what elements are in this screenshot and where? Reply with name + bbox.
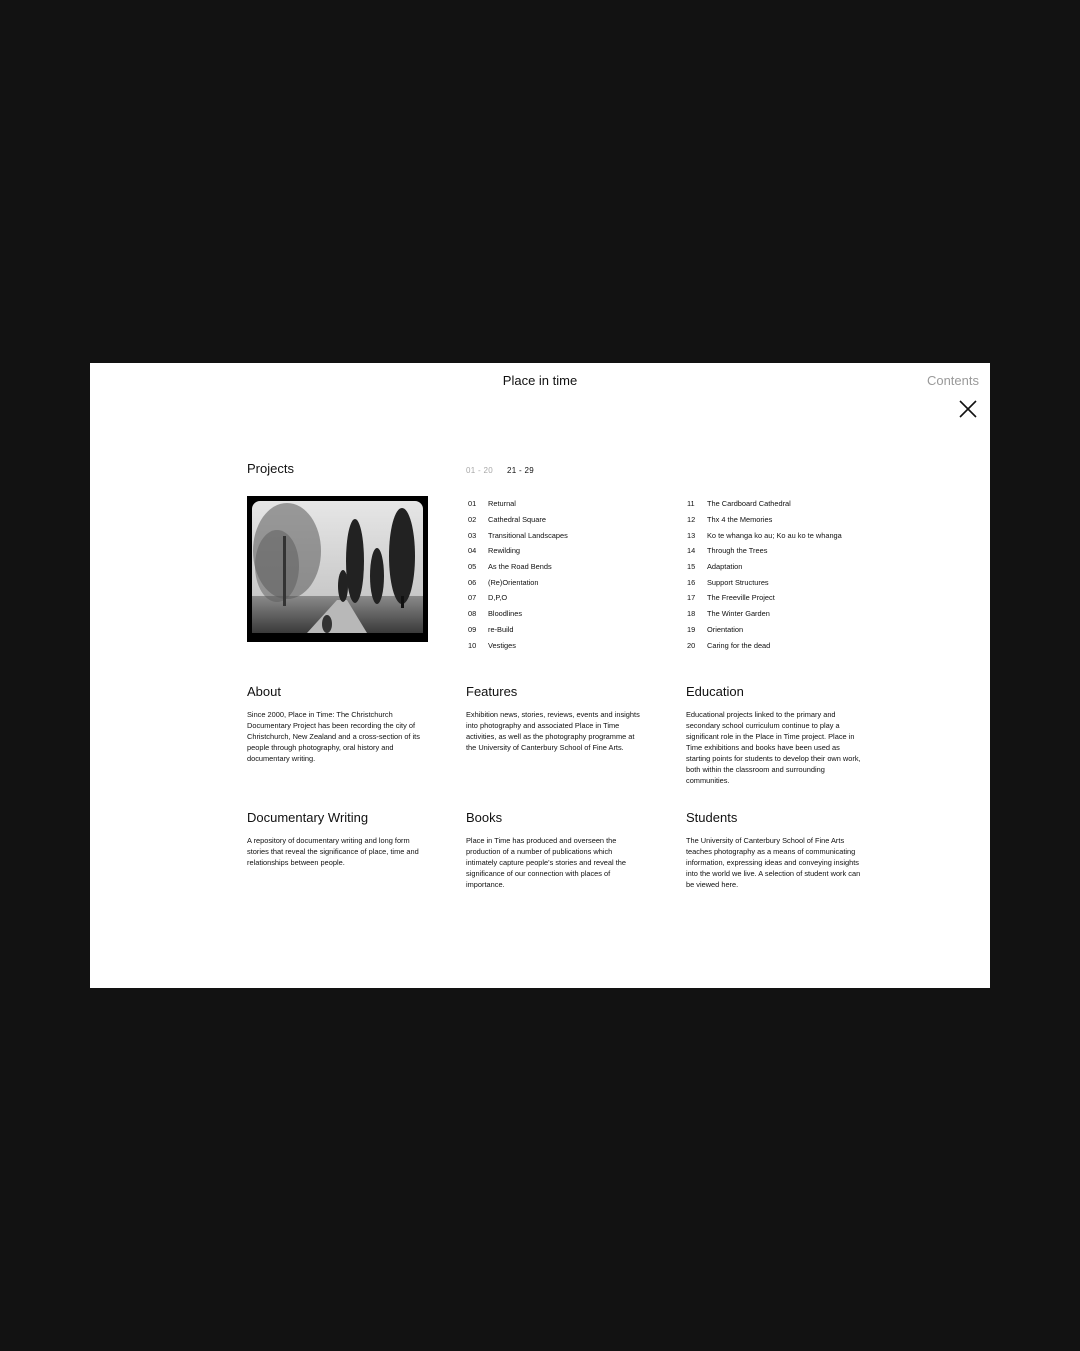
- project-title: Returnal: [488, 499, 516, 509]
- students-link[interactable]: Students: [686, 810, 738, 825]
- project-list-right: [687, 496, 842, 653]
- project-item[interactable]: [687, 527, 842, 543]
- project-number: 02: [468, 515, 477, 525]
- students-description: The University of Canterbury School of Fine Arts teaches photography as a means of communicating information, expressing ideas and conveying insights into the world we live. A selection of student work can be viewed here.: [686, 836, 861, 889]
- project-item[interactable]: [687, 559, 842, 575]
- project-item[interactable]: [687, 637, 842, 653]
- project-number: 01: [468, 499, 477, 509]
- project-title: Ko te whanga ko au; Ko au ko te whanga: [707, 530, 842, 540]
- project-title: Vestiges: [488, 640, 516, 650]
- project-item[interactable]: [687, 606, 842, 622]
- project-number: 15: [687, 562, 696, 572]
- project-title: Rewilding: [488, 546, 521, 556]
- books-link[interactable]: Books: [466, 810, 503, 825]
- project-item[interactable]: [468, 622, 568, 638]
- project-title: As the Road Bends: [488, 562, 552, 572]
- students-section: [686, 810, 861, 890]
- project-number: 05: [468, 562, 477, 572]
- site-title[interactable]: Place in time: [502, 373, 578, 388]
- project-item[interactable]: [468, 543, 568, 559]
- project-item[interactable]: [687, 512, 842, 528]
- project-title: Orientation: [707, 624, 744, 634]
- project-item[interactable]: [468, 574, 568, 590]
- project-title: Caring for the dead: [707, 640, 771, 650]
- project-item[interactable]: [468, 590, 568, 606]
- project-item[interactable]: [687, 496, 842, 512]
- project-title: The Freeville Project: [707, 593, 775, 603]
- project-title: Adaptation: [707, 562, 743, 572]
- project-number: 10: [468, 640, 477, 650]
- education-section: [686, 684, 861, 786]
- project-number: 20: [687, 640, 696, 650]
- project-number: 06: [468, 577, 477, 587]
- tree-photo: [247, 496, 428, 642]
- project-number: 16: [687, 577, 696, 587]
- project-list-left: [468, 496, 568, 653]
- project-title: Thx 4 the Memories: [707, 515, 773, 525]
- about-link[interactable]: About: [247, 684, 281, 699]
- project-number: 13: [687, 530, 696, 540]
- project-number: 14: [687, 546, 696, 556]
- features-link[interactable]: Features: [466, 684, 518, 699]
- contents-panel: [90, 363, 990, 988]
- project-number: 11: [687, 499, 695, 509]
- project-number: 08: [468, 609, 477, 619]
- project-number: 17: [687, 593, 696, 603]
- project-item[interactable]: [468, 512, 568, 528]
- project-item[interactable]: [468, 496, 568, 512]
- project-item[interactable]: [468, 606, 568, 622]
- project-title: Through the Trees: [707, 546, 768, 556]
- close-icon: [958, 399, 978, 419]
- project-title: re-Build: [488, 624, 514, 634]
- project-title: Support Structures: [707, 577, 769, 587]
- education-link[interactable]: Education: [686, 684, 744, 699]
- project-title: Cathedral Square: [488, 515, 546, 525]
- project-item[interactable]: [468, 559, 568, 575]
- project-number: 12: [687, 515, 696, 525]
- documentary-writing-section: [247, 810, 422, 868]
- project-range-tabs: [466, 466, 534, 475]
- features-section: [466, 684, 641, 753]
- project-item[interactable]: [468, 637, 568, 653]
- project-item[interactable]: [468, 527, 568, 543]
- project-number: 03: [468, 530, 477, 540]
- project-number: 07: [468, 593, 477, 603]
- books-section: [466, 810, 641, 890]
- project-title: The Cardboard Cathedral: [707, 499, 791, 509]
- project-number: 19: [687, 624, 696, 634]
- education-description: Educational projects linked to the primary and secondary school curriculum continue to play a significant role in the Place in Time project. Place in Time exhibitions and books have been used as starting points for students to develop their own work, both within the classroom and surrounding communities.: [686, 710, 861, 785]
- features-description: Exhibition news, stories, reviews, events and insights into photography and associated Place in Time activities, as well as the photography programme at the University of Canterbury School of Fine Arts.: [466, 710, 640, 752]
- project-item[interactable]: [687, 622, 842, 638]
- books-description: Place in Time has produced and overseen the production of a number of publications which intimately capture people's stories and reveal the significance of our connection with places of importance.: [466, 836, 626, 889]
- documentary-writing-link[interactable]: Documentary Writing: [247, 810, 369, 825]
- project-item[interactable]: [687, 590, 842, 606]
- project-title: Bloodlines: [488, 609, 523, 619]
- about-section: [247, 684, 422, 764]
- project-title: Transitional Landscapes: [488, 530, 568, 540]
- project-number: 18: [687, 609, 696, 619]
- project-title: (Re)Orientation: [488, 577, 539, 587]
- project-title: D,P,O: [488, 593, 508, 603]
- project-thumbnail[interactable]: [247, 496, 428, 642]
- project-item[interactable]: [687, 574, 842, 590]
- documentary-writing-description: A repository of documentary writing and long form stories that reveal the significance of place, time and relationships between people.: [247, 836, 419, 867]
- range-tab-21-29[interactable]: 21 - 29: [507, 466, 535, 475]
- contents-label: Contents: [926, 373, 979, 388]
- project-item[interactable]: [687, 543, 842, 559]
- about-description: Since 2000, Place in Time: The Christchurch Documentary Project has been recording the city of Christchurch, New Zealand and a cross-section of its people through photography, oral history and documentary writing.: [247, 710, 420, 763]
- project-title: The Winter Garden: [707, 609, 770, 619]
- project-number: 09: [468, 624, 477, 634]
- close-button[interactable]: [958, 399, 978, 419]
- project-number: 04: [468, 546, 477, 556]
- range-tab-01-20[interactable]: 01 - 20: [466, 466, 494, 475]
- projects-heading: Projects: [247, 461, 294, 476]
